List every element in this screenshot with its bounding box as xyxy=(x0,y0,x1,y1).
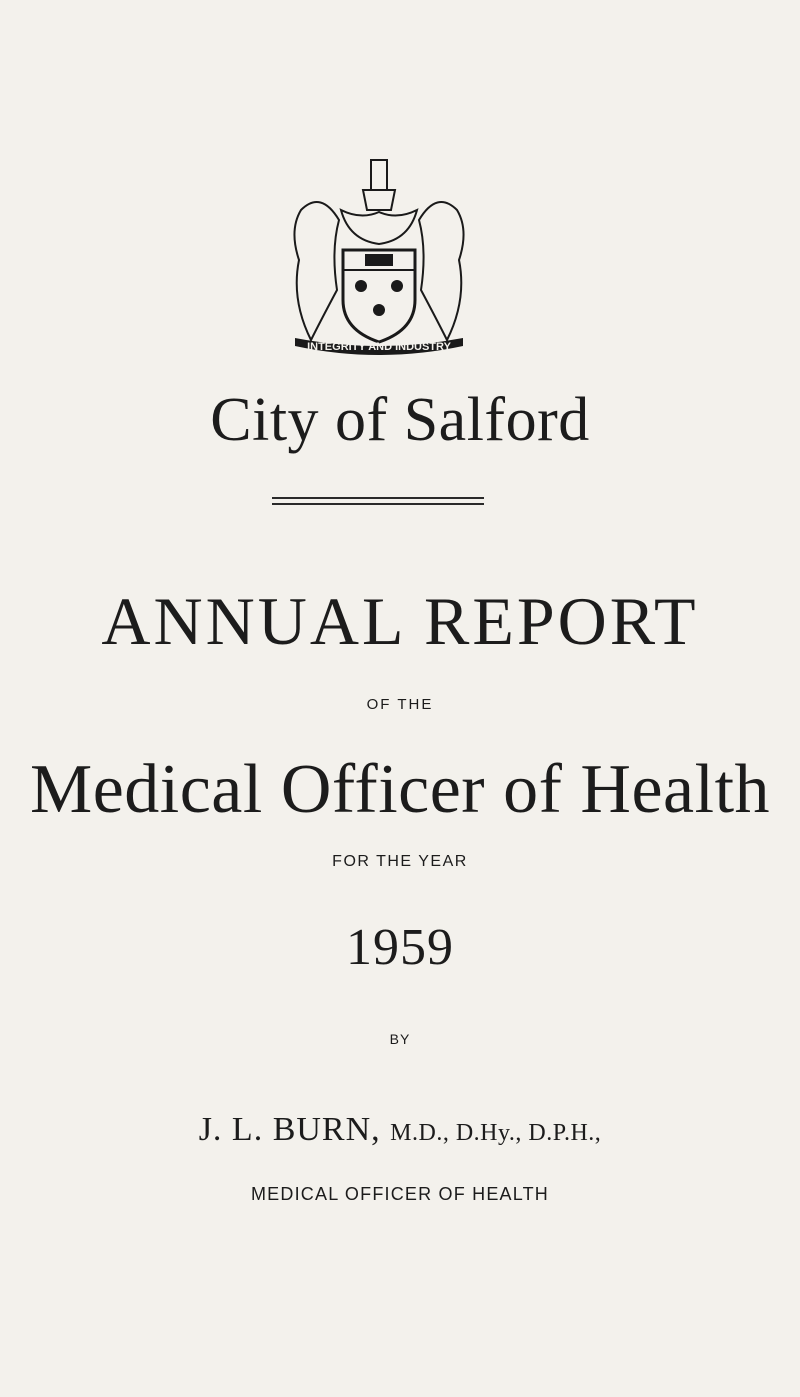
report-year: 1959 xyxy=(346,919,454,976)
coat-of-arms-crest xyxy=(281,150,477,362)
report-subject: Medical Officer of Health xyxy=(29,751,771,828)
author-qualifications: M.D., D.Hy., D.P.H., xyxy=(390,1120,602,1146)
author-line xyxy=(0,1110,800,1153)
report-title: ANNUAL REPORT xyxy=(101,583,699,659)
author-role: MEDICAL OFFICER OF HEALTH xyxy=(250,1184,550,1204)
divider-rule-top xyxy=(272,497,484,499)
crest-motto: INTEGRITY AND INDUSTRY xyxy=(307,341,451,353)
for-the-year-label: FOR THE YEAR xyxy=(332,853,468,870)
city-name: City of Salford xyxy=(210,386,590,454)
divider-rule-bottom xyxy=(272,503,484,505)
by-label: BY xyxy=(389,1031,411,1047)
author-name: J. L. BURN, xyxy=(198,1111,381,1148)
of-the-label: OF THE xyxy=(366,696,434,713)
